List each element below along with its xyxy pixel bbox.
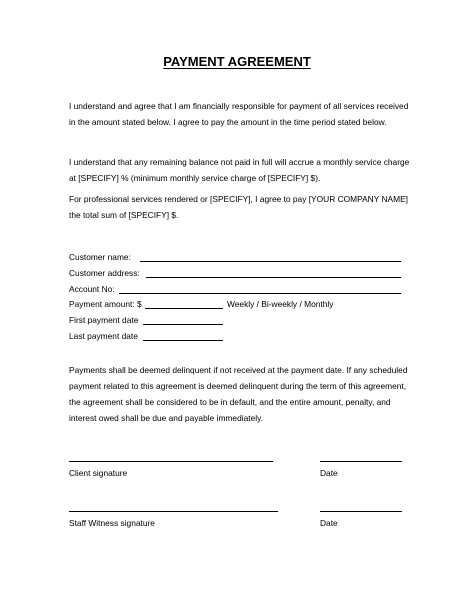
last-payment-date-field[interactable]: [143, 340, 223, 341]
witness-signature-line[interactable]: [69, 511, 278, 512]
account-no-field[interactable]: [119, 293, 401, 294]
customer-name-field[interactable]: [140, 261, 401, 262]
service-charge-paragraph: I understand that any remaining balance not paid in full will accrue a monthly service charge at [SPECIFY] % (minimum monthly service charge of [SPECIFY] $).: [69, 157, 410, 183]
client-signature-label: Client signature: [69, 468, 128, 478]
document-title-text: PAYMENT AGREEMENT: [163, 54, 311, 69]
customer-name-label: Customer name:: [69, 252, 131, 262]
witness-signature-label: Staff Witness signature: [69, 518, 155, 528]
payment-frequency-options[interactable]: Weekly / Bi-weekly / Monthly: [227, 299, 334, 309]
last-payment-date-label: Last payment date: [69, 331, 138, 341]
total-sum-paragraph: For professional services rendered or [SPECIFY], I agree to pay [YOUR COMPANY NAME] the total sum of [SPECIFY] $.: [69, 194, 408, 220]
payment-amount-field[interactable]: [145, 308, 223, 309]
responsibility-paragraph: I understand and agree that I am financially responsible for payment of all services received in the amount stated below. I agree to pay the amount in the time period stated below.: [69, 101, 409, 127]
witness-date-line[interactable]: [320, 511, 402, 512]
customer-address-label: Customer address:: [69, 268, 140, 278]
client-date-label: Date: [320, 468, 338, 478]
payment-amount-label: Payment amount: $: [69, 299, 142, 309]
customer-address-field[interactable]: [146, 277, 401, 278]
account-no-label: Account No:: [69, 284, 115, 294]
client-signature-line[interactable]: [69, 461, 273, 462]
document-title: [0, 54, 474, 69]
first-payment-date-label: First payment date: [69, 315, 139, 325]
client-date-line[interactable]: [320, 461, 402, 462]
first-payment-date-field[interactable]: [143, 324, 223, 325]
delinquency-paragraph: Payments shall be deemed delinquent if not received at the payment date. If any scheduled payment related to this agreement is deemed delinquent during the term of this agreement, the agreement shall be considered to be in default, and the entire amount, penalty, and interest owed shall be due and payable immediately.: [69, 365, 408, 423]
witness-date-label: Date: [320, 518, 338, 528]
